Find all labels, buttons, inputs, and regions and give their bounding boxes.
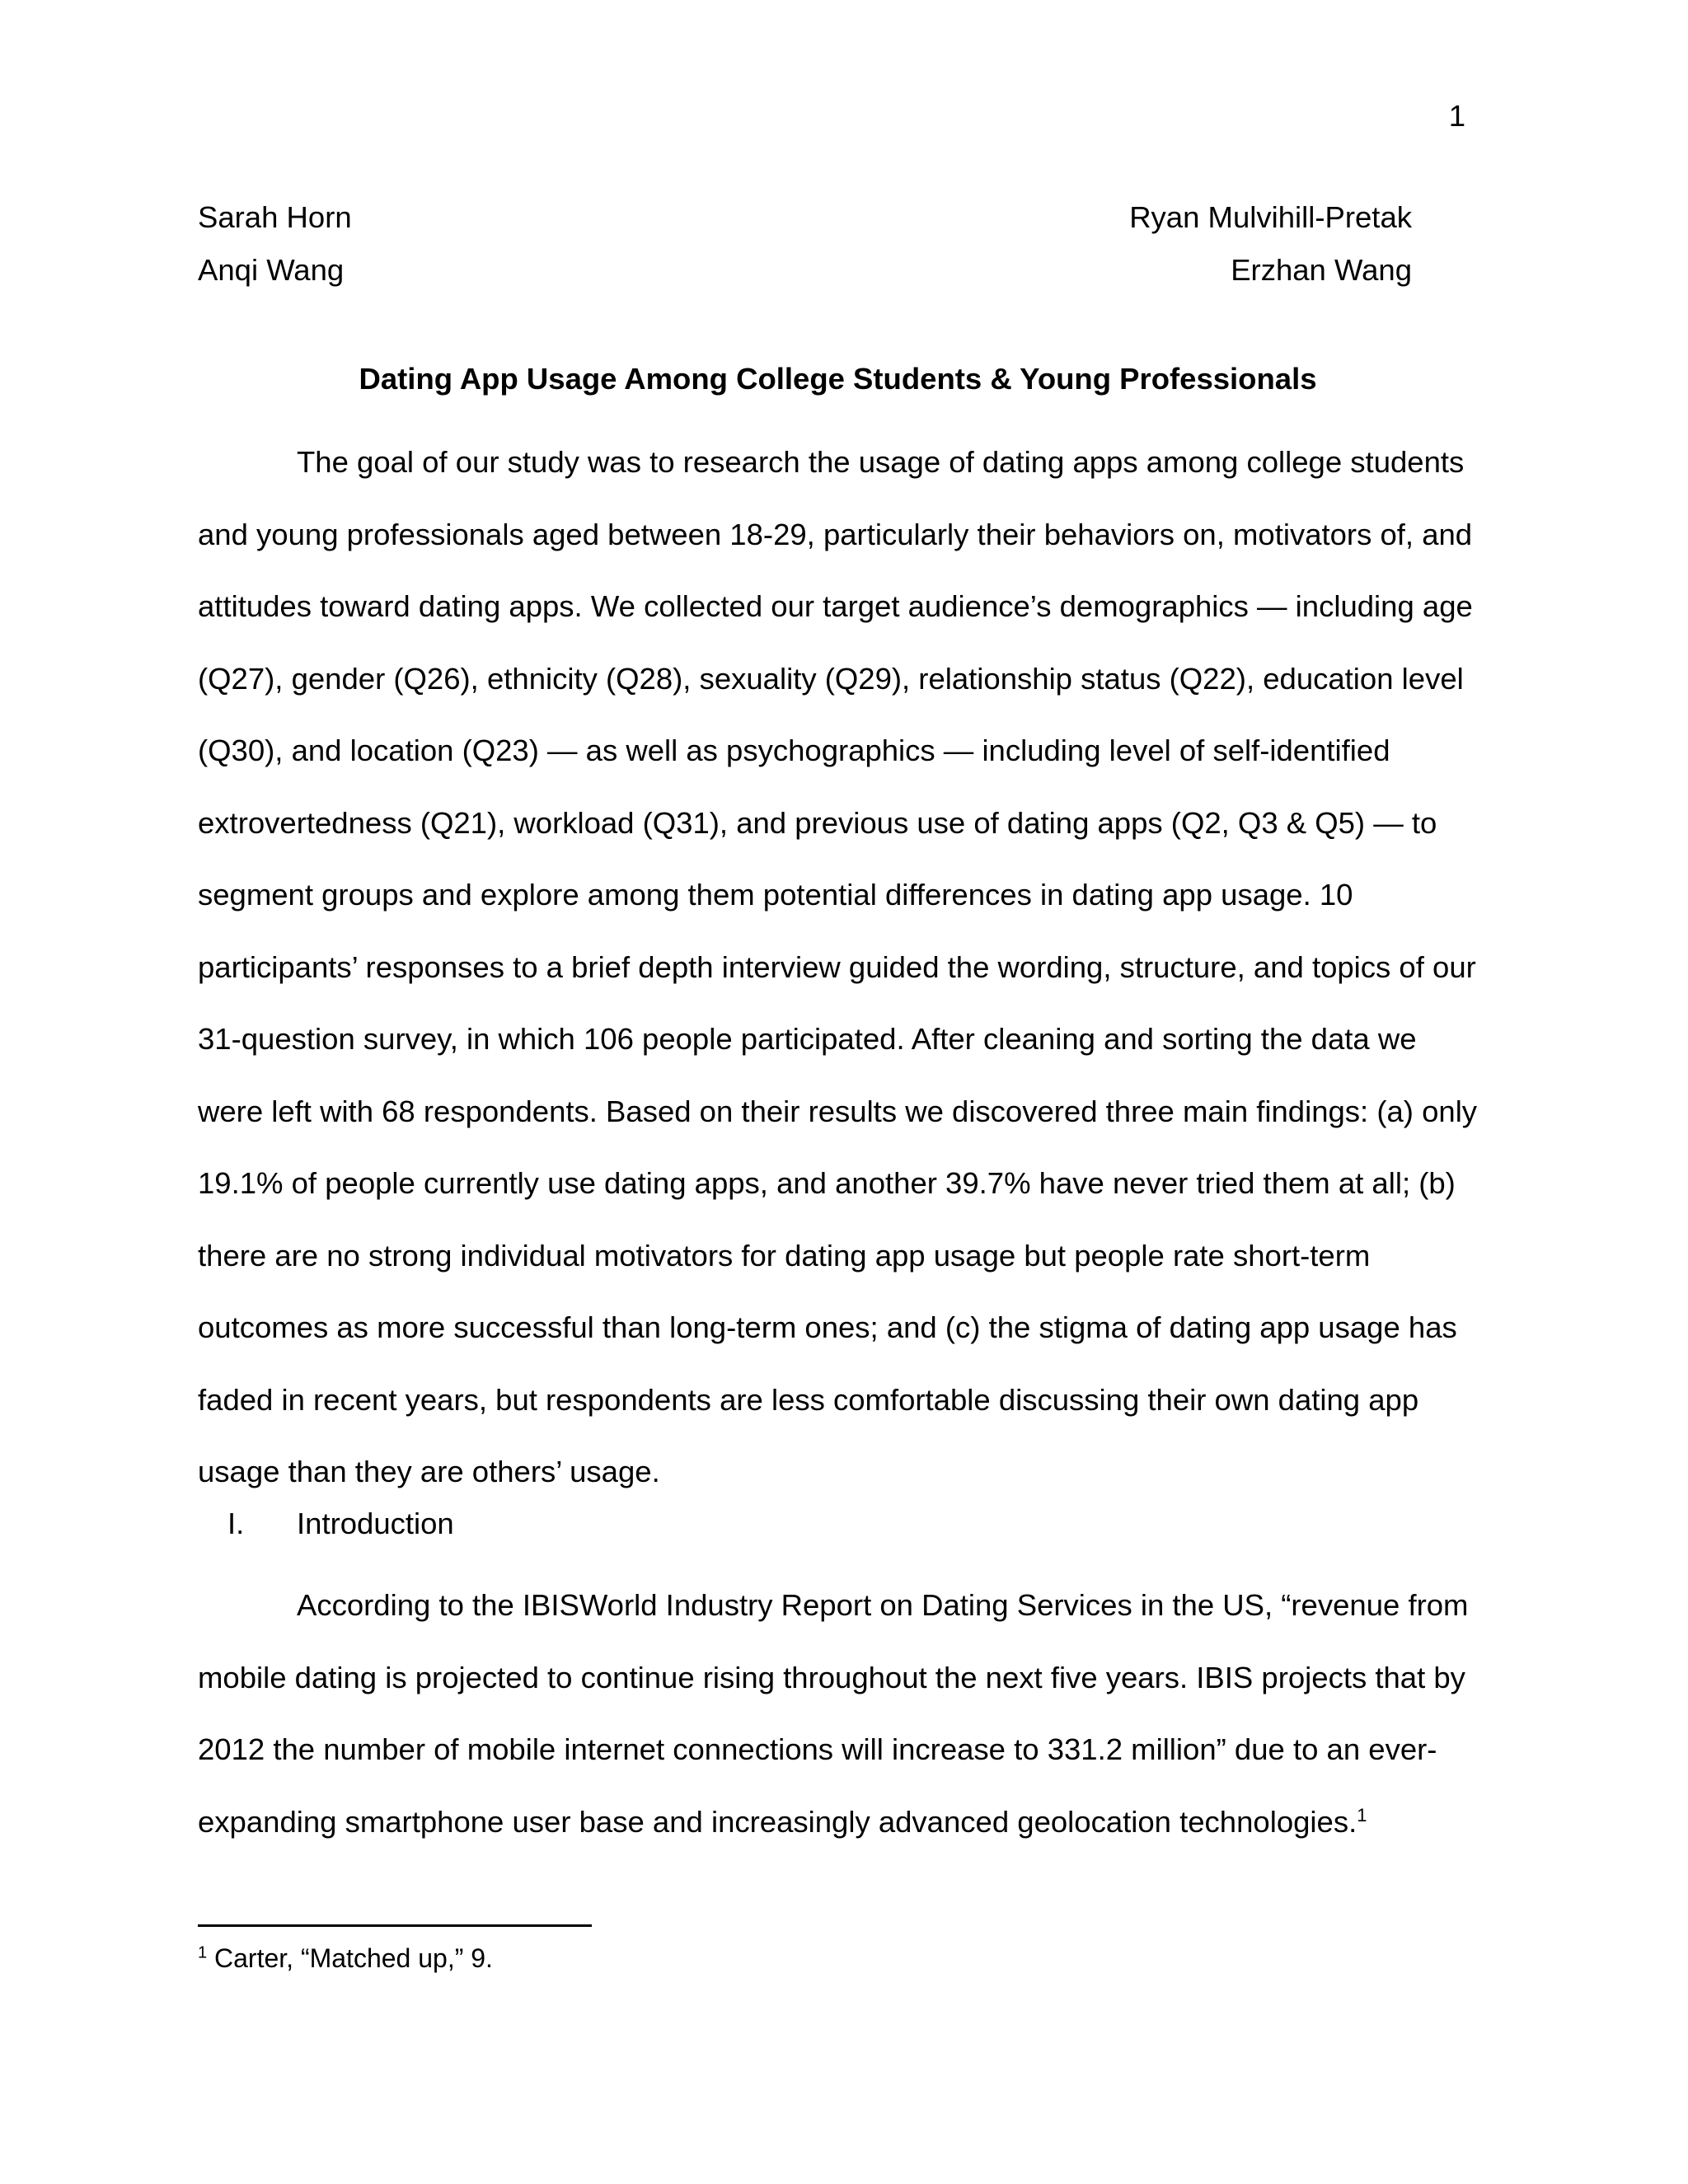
section-heading	[198, 1497, 454, 1550]
footnote-number: 1	[198, 1943, 208, 1962]
section-numeral: I.	[227, 1507, 245, 1540]
footnote-text: Carter, “Matched up,” 9.	[214, 1943, 493, 1973]
author-name: Ryan Mulvihill-Pretak	[1129, 200, 1412, 234]
author-name: Sarah Horn	[198, 200, 352, 234]
footnote-separator	[198, 1924, 592, 1927]
footnote-reference[interactable]: 1	[1357, 1804, 1367, 1825]
section-title: Introduction	[297, 1507, 454, 1540]
paper-title: Dating App Usage Among College Students & Young Professionals	[359, 362, 1317, 396]
footnote	[198, 1937, 493, 1980]
introduction-paragraph	[198, 1569, 1484, 1858]
author-name: Anqi Wang	[198, 253, 345, 287]
page-number: 1	[1448, 99, 1465, 133]
abstract-paragraph	[198, 426, 1484, 1508]
author-name: Erzhan Wang	[1231, 253, 1412, 287]
author-row-1	[198, 191, 1412, 244]
abstract-text: The goal of our study was to research the usage of dating apps among college students and young professionals aged between 18-29, particularly their behaviors on, motivators of, and attitudes toward dating apps. We collected our target audience’s demographics — including age (Q27), gender (Q26), ethnicity (Q28), sexuality (Q29), relationship status (Q22), education level (Q30), and location (Q23) — as well as psychographics — including level of self-identified extrovertedness (Q21), workload (Q31), and previous use of dating apps (Q2, Q3 & Q5) — to segment groups and explore among them potential differences in dating app usage. 10 participants’ responses to a brief depth interview guided the wording, structure, and topics of our 31-question survey, in which 106 people participated. After cleaning and sorting the data we were left with 68 respondents. Based on their results we discovered three main findings: (a) only 19.1% of people currently use dating apps, and another 39.7% have never tried them at all; (b) there are no strong individual motivators for dating app usage but people rate short-term outcomes as more successful than long-term ones; and (c) the stigma of dating app usage has faded in recent years, but respondents are less comfortable discussing their own dating app usage than they are others’ usage.	[198, 445, 1478, 1488]
introduction-text: According to the IBISWorld Industry Report on Dating Services in the US, “revenue from mobile dating is projected to continue rising throughout the next five years. IBIS projects that by 2012 the number of mobile internet connections will increase to 331.2 million” due to an ever-expanding smartphone user base and increasingly advanced geolocation technologies.	[198, 1588, 1469, 1839]
author-row-2	[198, 244, 1412, 297]
